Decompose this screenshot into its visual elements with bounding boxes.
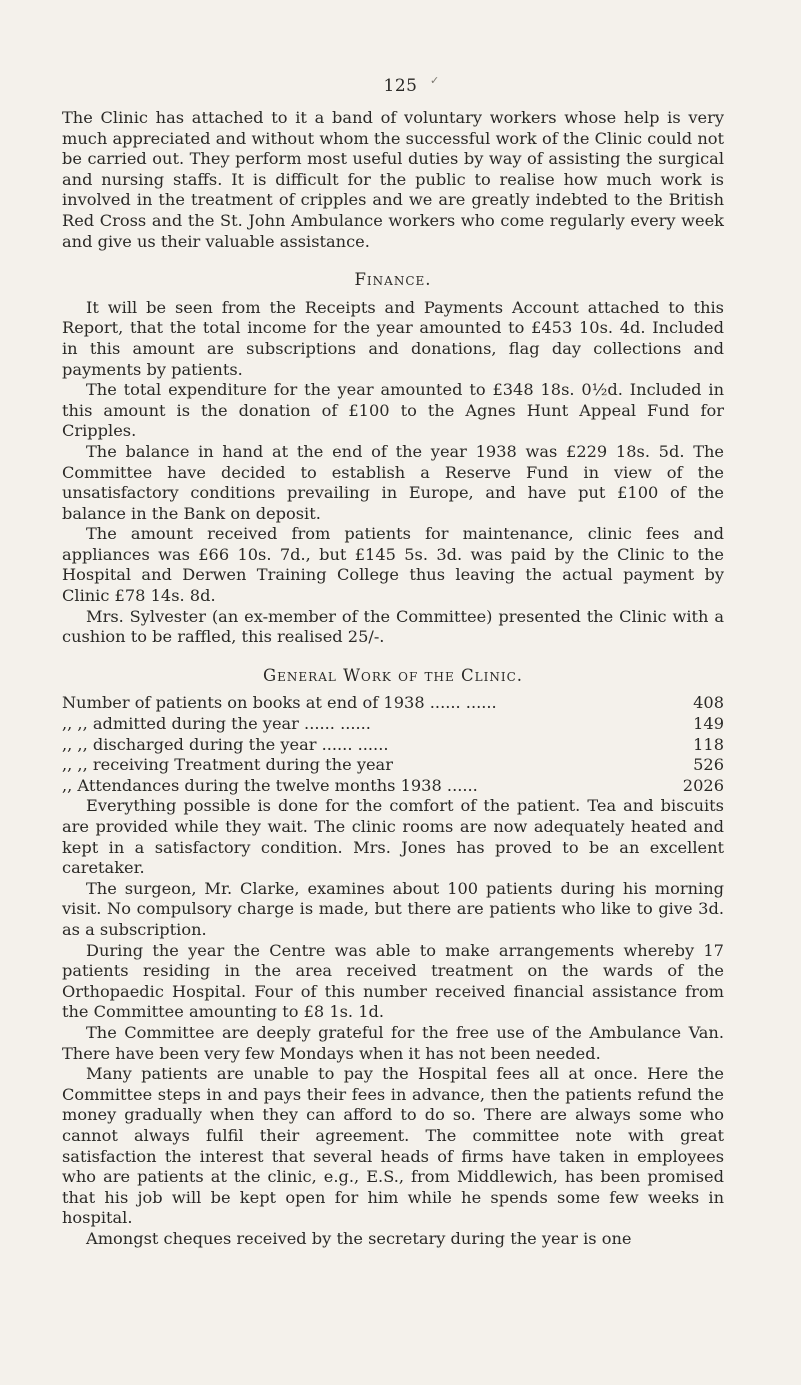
- statistics-label: ,, ,, discharged during the year ...... ......: [62, 734, 389, 754]
- finance-paragraph: The total expenditure for the year amounted to £348 18s. 0½d. Included in this amount is the donation of £100 to the Agnes Hunt Appeal Fund for Cripples.: [62, 380, 724, 441]
- intro-paragraph: The Clinic has attached to it a band of voluntary workers whose help is very much appreciated and without whom the successful work of the Clinic could not be carried out. They perform most useful duties by way of assisting the surgical and nursing staffs. It is difficult for the public to realise how much work is involved in the treatment of cripples and we are greatly indebted to the British Red Cross and the St. John Ambulance workers who come regularly every week and give us their valuable assistance.: [62, 108, 724, 251]
- statistics-value: 149: [693, 714, 724, 734]
- finance-paragraph: The amount received from patients for maintenance, clinic fees and appliances was £66 10s. 7d., but £145 5s. 3d. was paid by the Clinic to the Hospital and Derwen Training College thus leaving the actual payment by Clinic £78 14s. 8d.: [62, 524, 724, 606]
- tick-mark: ✓: [430, 74, 440, 87]
- statistics-value: 118: [693, 734, 724, 754]
- finance-paragraph: The balance in hand at the end of the year 1938 was £229 18s. 5d. The Committee have decided to establish a Reserve Fund in view of the unsatisfactory conditions prevailing in Europe, and have put £100 of the balance in the Bank on deposit.: [62, 441, 724, 523]
- statistics-row: [62, 714, 724, 735]
- statistics-value: 526: [693, 755, 724, 775]
- statistics-label: ,, ,, receiving Treatment during the year: [62, 755, 393, 775]
- general-work-paragraph: The surgeon, Mr. Clarke, examines about 100 patients during his morning visit. No compulsory charge is made, but there are patients who like to give 3d. as a subscription.: [62, 878, 724, 939]
- general-work-paragraph: During the year the Centre was able to make arrangements whereby 17 patients residing in the area received treatment on the wards of the Orthopaedic Hospital. Four of this number received financial assistance from the Committee amounting to £8 1s. 1d.: [62, 940, 724, 1022]
- finance-heading: Finance.: [354, 270, 432, 290]
- statistics-value: 2026: [682, 775, 724, 795]
- body-text: [62, 108, 724, 1249]
- general-work-paragraph: The Committee are deeply grateful for the free use of the Ambulance Van. There have been very few Mondays when it has not been needed.: [62, 1022, 724, 1063]
- general-work-paragraph: Amongst cheques received by the secretary during the year is one: [86, 1228, 632, 1248]
- statistics-row: [62, 776, 724, 797]
- statistics-row: [62, 735, 724, 756]
- general-work-heading: General Work of the Clinic.: [262, 665, 524, 685]
- general-work-paragraph: Everything possible is done for the comfort of the patient. Tea and biscuits are provided while they wait. The clinic rooms are now adequately heated and kept in a satisfactory condition. Mrs. Jones has proved to be an excellent caretaker.: [62, 796, 724, 878]
- general-work-paragraph: Many patients are unable to pay the Hospital fees all at once. Here the Committee steps in and pays their fees in advance, then the patients refund the money gradually when they can afford to do so. There are always some who cannot always fulfil their agreement. The committee note with great satisfaction the interest that several heads of firms have taken in employees who are patients at the clinic, e.g., E.S., from Middlewich, has been promised that his job will be kept open for him while he spends some few weeks in hospital.: [62, 1064, 724, 1228]
- statistics-table: [62, 693, 724, 796]
- statistics-row: [62, 755, 724, 776]
- page-number: 125: [383, 76, 418, 96]
- statistics-label: Number of patients on books at end of 1938 ...... ......: [62, 693, 497, 713]
- statistics-label: ,, Attendances during the twelve months 1938 ......: [62, 775, 478, 795]
- statistics-label: ,, ,, admitted during the year ...... ......: [62, 714, 371, 734]
- finance-paragraph: It will be seen from the Receipts and Payments Account attached to this Report, that the total income for the year amounted to £453 10s. 4d. Included in this amount are subscriptions and donations, flag day collections and payments by patients.: [62, 297, 724, 379]
- statistics-row: [62, 693, 724, 714]
- finance-paragraph: Mrs. Sylvester (an ex-member of the Committee) presented the Clinic with a cushion to be raffled, this realised 25/-.: [62, 606, 724, 647]
- statistics-value: 408: [693, 693, 724, 713]
